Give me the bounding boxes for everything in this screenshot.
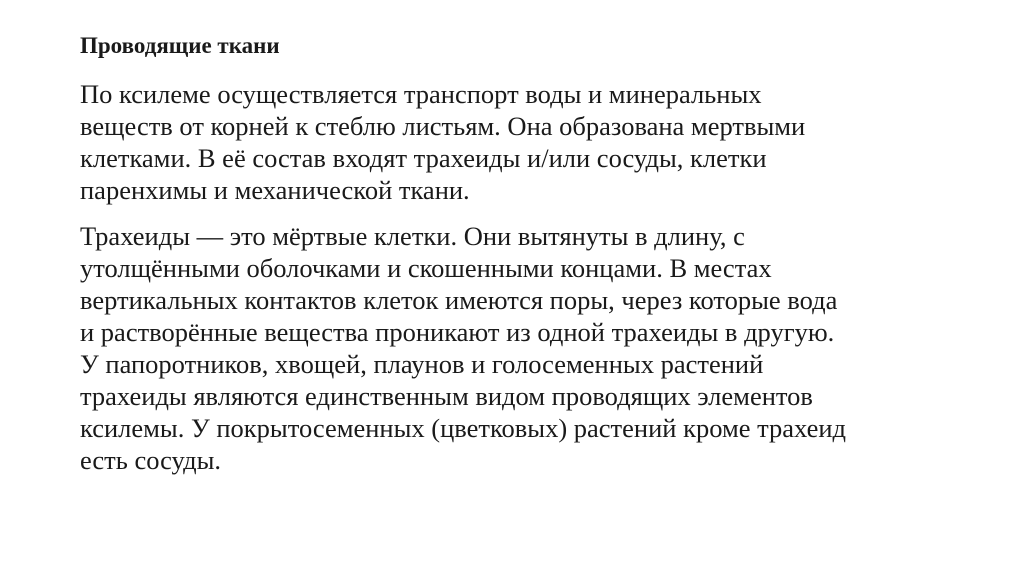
text-line: У папоротников, хвощей, плаунов и голосеменных растений [80,349,764,379]
text-line: трахеиды являются единственным видом проводящих элементов [80,381,813,411]
text-line: Трахеиды — это мёртвые клетки. Они вытянуты в длину, с [80,221,745,251]
text-line: утолщёнными оболочками и скошенными концами. В местах [80,253,772,283]
paragraph-xylem [80,78,980,206]
slide-content [80,30,980,490]
text-line: ксилемы. У покрытосеменных (цветковых) растений кроме трахеид [80,413,847,443]
paragraph-tracheids [80,220,980,476]
text-line: есть сосуды. [80,445,222,475]
text-line: паренхимы и механической ткани. [80,175,470,205]
text-line: и растворённые вещества проникают из одной трахеиды в другую. [80,317,835,347]
text-line: клетками. В её состав входят трахеиды и/или сосуды, клетки [80,143,767,173]
text-line: веществ от корней к стеблю листьям. Она образована мертвыми [80,111,806,141]
slide-title: Проводящие ткани [80,33,280,58]
text-line: По ксилеме осуществляется транспорт воды и минеральных [80,79,762,109]
text-line: вертикальных контактов клеток имеются поры, через которые вода [80,285,838,315]
